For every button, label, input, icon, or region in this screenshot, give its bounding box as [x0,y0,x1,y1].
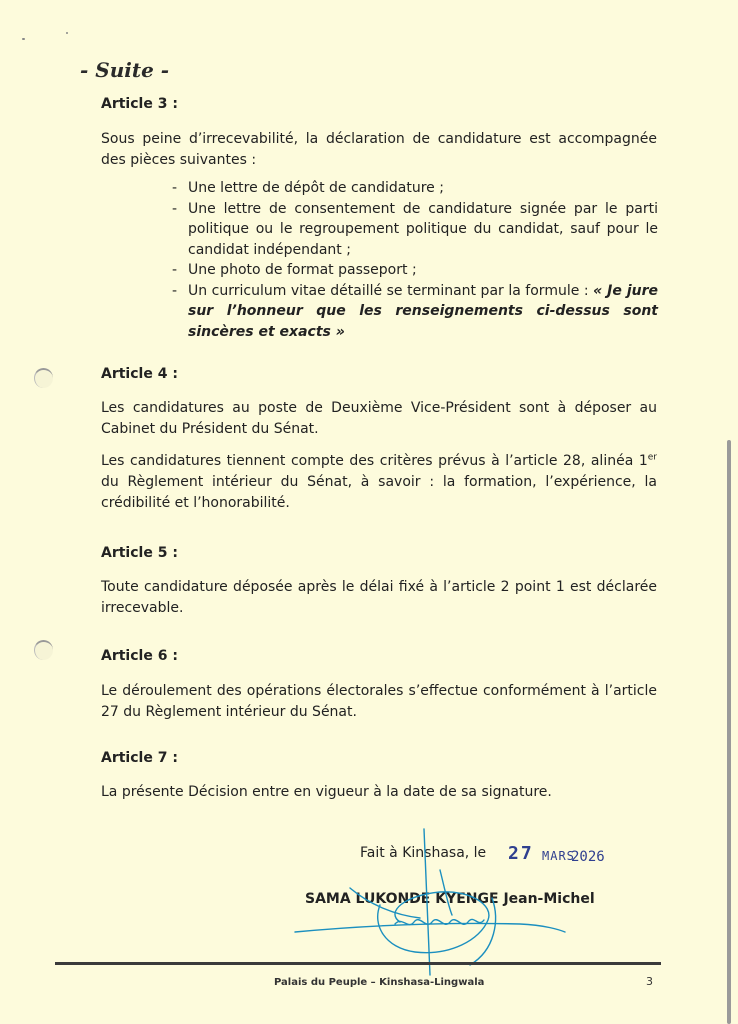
article-5-title: Article 5 : [101,545,178,561]
article-6-title: Article 6 : [101,648,178,664]
article-5-text: Toute candidature déposée après le délai fixé à l’article 2 point 1 est déclarée irrecevable. [101,579,657,616]
date-stamp-month: MARS [542,849,575,863]
dash-bullet: - [172,200,178,217]
dash-bullet: - [172,282,178,299]
article-7-text: La présente Décision entre en vigueur à la date de sa signature. [101,784,552,800]
place-and-date-label: Fait à Kinshasa, le [360,845,487,861]
dash-bullet: - [172,180,178,196]
continuation-heading: - Suite - [80,58,170,82]
article-4-para-1: Les candidatures au poste de Deuxième Vice-Président sont à déposer au Cabinet du Président du Sénat. [101,400,657,437]
footer-rule [55,962,661,965]
list-item-text: Une lettre de consentement de candidature signée par le parti politique ou le regroupement politique du candidat, sauf pour le candidat indépendant ; [188,200,658,258]
article-7-title: Article 7 : [101,750,178,766]
date-stamp-year: 2026 [571,849,605,865]
list-item-text: Une lettre de dépôt de candidature ; [188,180,444,196]
page-number: 3 [646,975,653,988]
article-4-title: Article 4 : [101,366,178,382]
article-3-intro: Sous peine d’irrecevabilité, la déclaration de candidature est accompagnée des pièces suivantes : [101,131,657,168]
dash-bullet: - [172,262,178,278]
article-6-text: Le déroulement des opérations électorales s’effectue conformément à l’article 27 du Règlement intérieur du Sénat. [101,683,657,720]
ordinal-superscript: er [647,452,657,463]
signatory-name: SAMA LUKONDE KYENGE Jean-Michel [305,891,595,907]
footer-address: Palais du Peuple – Kinshasa-Lingwala [274,977,485,988]
article-4-para-2-start: Les candidatures tiennent compte des critères prévus à l’article 28, alinéa 1 [101,453,648,469]
article-3-title: Article 3 : [101,96,178,112]
list-item-text: Une photo de format passeport ; [188,262,417,278]
article-4-para-2-end: du Règlement intérieur du Sénat, à savoir : la formation, l’expérience, la crédibilité et l’honorabilité. [101,474,657,511]
oath-formula: « Je jure sur l’honneur que les renseignements ci-dessus sont sincères et exacts » [188,282,658,340]
date-stamp-day: 27 [508,843,534,864]
list-item-text: Un curriculum vitae détaillé se terminant par la formule : [188,282,589,299]
